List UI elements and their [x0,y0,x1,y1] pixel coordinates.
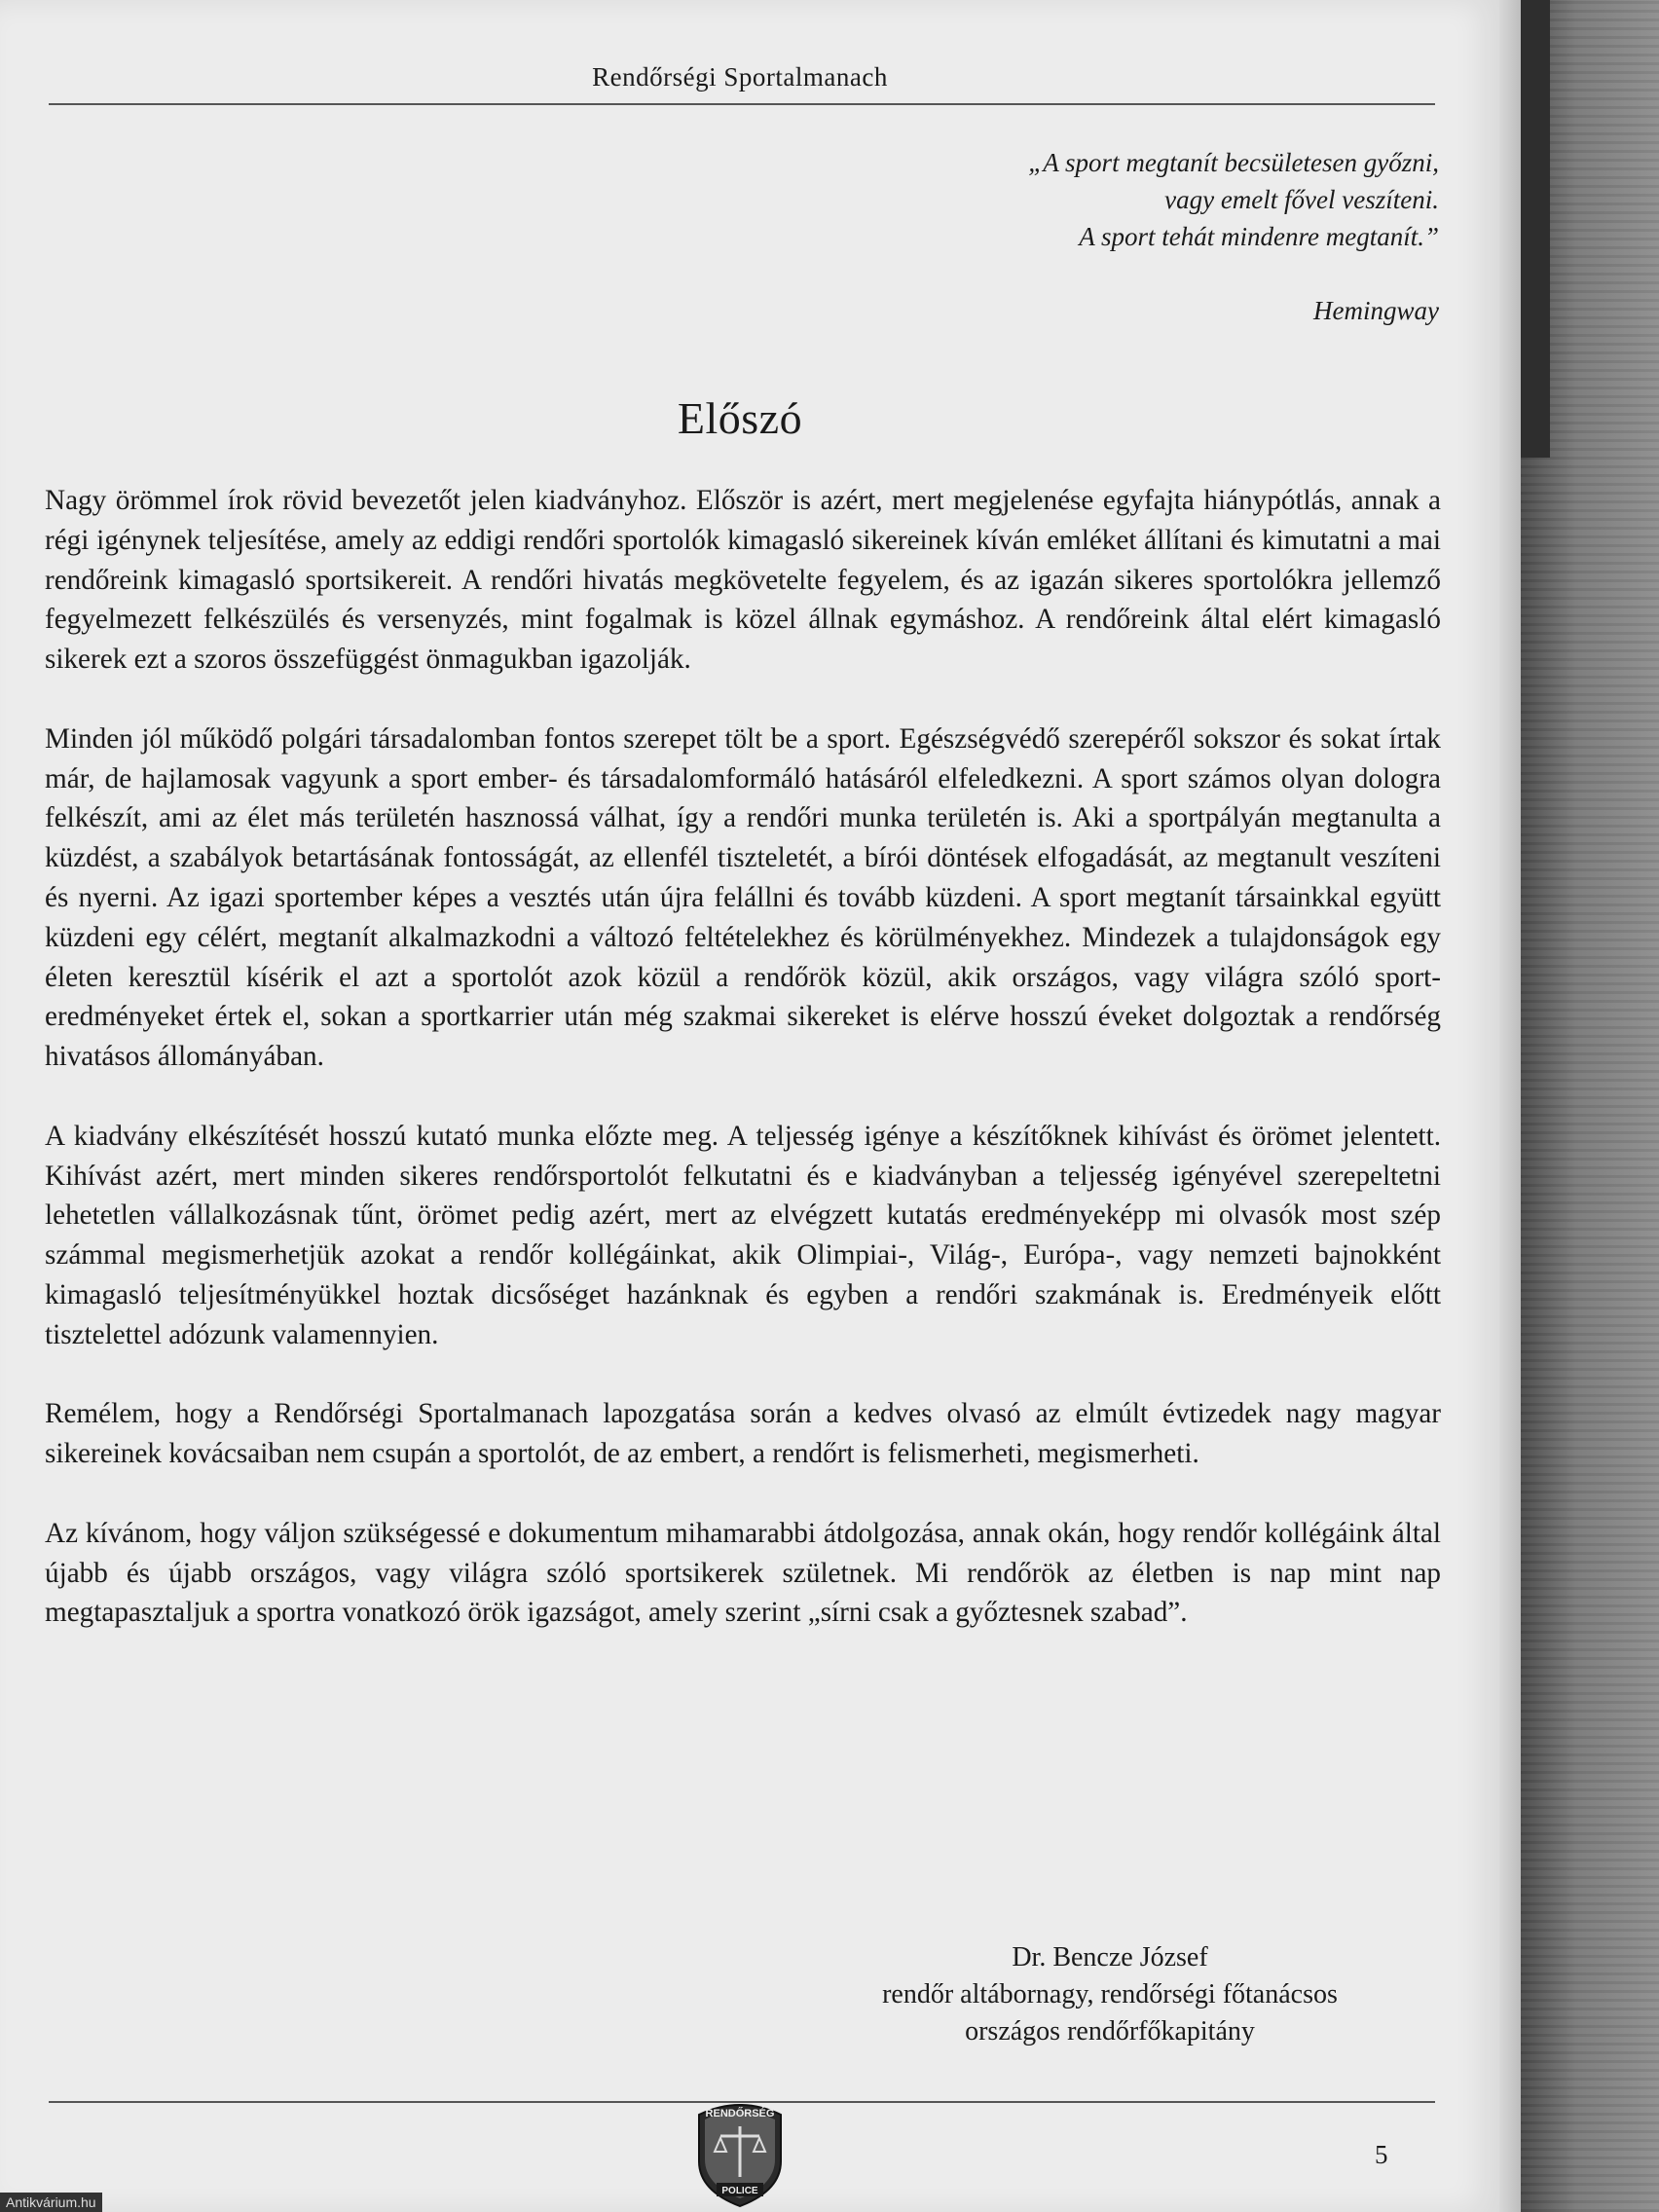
badge-top-text: RENDŐRSÉG [705,2108,775,2120]
signature-block [740,1939,1480,2050]
page-number: 5 [1375,2140,1388,2169]
paragraph: Nagy örömmel írok rövid bevezetőt jelen kiadványhoz. Először is azért, mert megjelenése egyfajta hiánypótlás, annak a régi igénynek teljesítése, amely az eddigi rendőri sportolók kimagasló sikereinek kíván emléket állítani és kimutatni a mai rendőreink kimagasló sportsikereit. A rendőri hivatás megkövetelte fegyelem, és az igazán sikeres sportolókra jellemző fegyelmezett felkészülés és versenyzés, mint fogalmak is közel állnak egymáshoz. A rendőreink által elért kimagasló sikerek ezt a szoros összefüggést önmagukban igazolják. [45,485,1441,676]
badge-bottom-text: POLICE [721,2186,758,2196]
body-text [45,481,1441,1673]
running-head: Rendőrségi Sportalmanach [592,62,888,92]
epigraph-line: A sport tehát mindenre megtanít.” [1079,222,1439,251]
epigraph-author: Hemingway [1313,296,1439,325]
epigraph-line: vagy emelt fővel veszíteni. [1164,185,1439,214]
page-edge [1499,0,1521,2212]
police-badge-icon [691,2093,789,2208]
top-rule [49,103,1435,105]
paragraph: Az kívánom, hogy váljon szükségessé e dokumentum mihamarabbi átdolgozása, annak okán, hogy rendőr kollégáink által újabb és újabb országos, vagy világra szóló sportsikerek születnek. Mi rendőrök az életben is nap mint nap megtapasztaljuk a sportra vonatkozó örök igazságot, amely szerint „sírni csak a győztesnek szabad”. [45,1517,1441,1629]
page-title: Előszó [677,393,803,443]
paragraph: Minden jól működő polgári társadalomban fontos szerepet tölt be a sport. Egészségvédő szerepéről sokszor és sokat írtak már, de hajlamosak vagyunk a sport ember- és társadalomformáló hatásáról elfeledkezni. A sport számos olyan dologra felkészít, ami az élet más területén hasznossá válhat, így a rendőri munka területén is. Aki a sportpályán megtanulta a küzdést, a szabályok betartásának fontosságát, az ellenfél tiszteletét, a bírói döntések elfogadását, az megtanult veszíteni és nyerni. Az igazi sportember képes a vesztés után újra felállni és tovább küzdeni. A sport megtanít társainkkal együtt küzdeni egy célért, megtanít alkalmazkodni a változó feltételekhez és körülményekhez. Mindezek a tulajdonságok egy életen keresztül kísérik el azt a sportolót azok közül a rendőrök közül, akik országos, vagy világra szóló sport-eredményeket értek el, sokan a sportkarrier után még szakmai sikereket is elérve hosszú éveket dolgoztak a rendőrség hivatásos állományában. [45,722,1441,1073]
watermark: Antikvárium.hu [0,2193,102,2212]
paragraph: A kiadvány elkészítését hosszú kutató munka előzte meg. A teljesség igénye a készítőknek kihívást és örömet jelentett. Kihívást azért, mert minden sikeres rendőrsportolót felkutatni és e kiadványban a teljesség igényével szerepeltetni lehetetlen vállalkozásnak tűnt, örömet pedig azért, mert az elvégzett kutatás eredményeképp mi olvasók most szép számmal megismerhetjük azokat a rendőr kollégáinkat, akik Olimpiai-, Világ-, Európa-, vagy nemzeti bajnokként kimagasló teljesítményükkel hoztak dicsőséget hazánknak és egyben a rendőri szakmának is. Eredményeik előtt tisztelettel adózunk valamennyien. [45,1120,1441,1350]
epigraph [757,144,1439,329]
epigraph-line: „A sport megtanít becsületesen győzni, [1028,148,1439,177]
signature-rank: rendőr altábornagy, rendőrségi főtanácsos [882,1979,1338,2009]
signature-position: országos rendőrfőkapitány [965,2016,1255,2046]
signature-name: Dr. Bencze József [1012,1942,1208,1972]
paragraph: Remélem, hogy a Rendőrségi Sportalmanach lapozgatása során a kedves olvasó az elmúlt évtizedek nagy magyar sikereinek kovácsaiban nem csupán a sportolót, de az embert, a rendőrt is felismerheti, megismerheti. [45,1398,1441,1470]
book-cover-shadow [1521,0,1550,458]
